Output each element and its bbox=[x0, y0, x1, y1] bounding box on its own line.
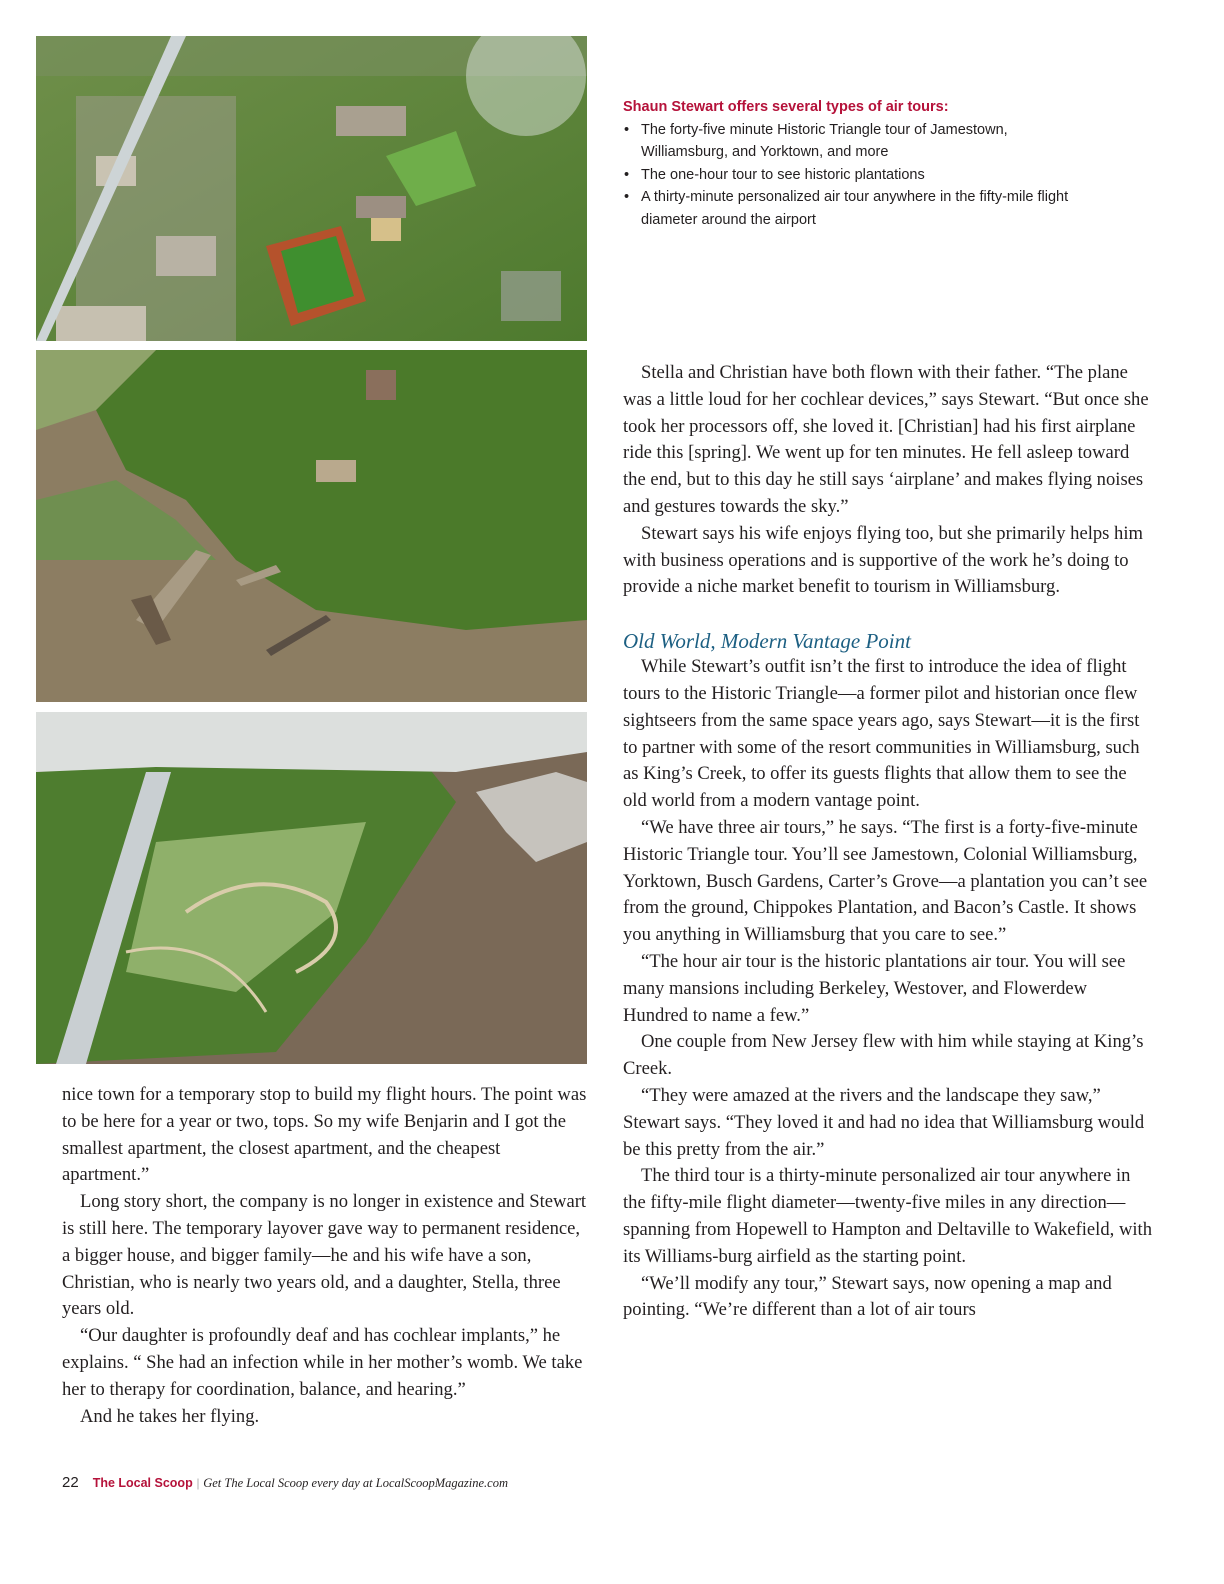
body-paragraph: “They were amazed at the rivers and the landscape they saw,” Stewart says. “They loved it and had no idea that Williamsburg would be this pretty from the air.” bbox=[623, 1084, 1145, 1160]
campus-aerial-image bbox=[36, 36, 587, 341]
sidebar-title: Shaun Stewart offers several types of air tours: bbox=[623, 99, 949, 115]
body-paragraph: While Stewart’s outfit isn’t the first to introduce the idea of flight tours to the Historic Triangle—a former pilot and historian once flew sightseers from the same space years ago, says Stewart—it is the first to partner with some of the resort communities in Williamsburg, such as King’s Creek, to offer its guests flights that allow them to see the old world from a modern vantage point. bbox=[623, 656, 1140, 812]
body-paragraph: “The hour air tour is the historic plantations air tour. You will see many mansions including Berkeley, Westover, and Flowerdew Hundred to name a few.” bbox=[623, 950, 1126, 1026]
page-number: 22 bbox=[62, 1474, 79, 1491]
body-paragraph: “We have three air tours,” he says. “The first is a forty-five-minute Historic Triangle tour. You’ll see Jamestown, Colonial Williamsburg, Yorktown, Busch Gardens, Carter’s Grove—a plantation you can’t see from the ground, Chippokes Plantation, and Bacon’s Castle. It shows you anything in Williamsburg that you care to see.” bbox=[623, 816, 1148, 946]
section-subhead: Old World, Modern Vantage Point bbox=[623, 629, 911, 654]
right-article-column bbox=[623, 360, 1153, 1324]
body-paragraph: And he takes her flying. bbox=[80, 1405, 260, 1427]
island-aerial-image bbox=[36, 712, 587, 1064]
body-paragraph: Stewart says his wife enjoys flying too, but she primarily helps him with business operations and is supportive of the work he’s doing to provide a niche market benefit to tourism in Williamsburg. bbox=[623, 522, 1143, 598]
body-paragraph: One couple from New Jersey flew with him while staying at King’s Creek. bbox=[623, 1031, 1144, 1080]
footer-separator: | bbox=[196, 1476, 200, 1490]
body-paragraph: Stella and Christian have both flown with their father. “The plane was a little loud for her cochlear devices,” says Stewart. “But once she took her processors off, she loved it. [Christian] had his first airplane ride this [spring]. We went up for ten minutes. He fell asleep toward the end, but to this day he still says ‘airplane’ and makes flying noises and gestures towards the sky.” bbox=[623, 362, 1149, 517]
body-paragraph: Long story short, the company is no longer in existence and Stewart is still here. The temporary layover gave way to permanent residence, a bigger house, and bigger family—he and his wife have a son, Christian, who is nearly two years old, and a daughter, Stella, three years old. bbox=[62, 1191, 587, 1320]
sidebar-list bbox=[623, 119, 1083, 232]
photo-island-aerial bbox=[36, 712, 587, 1064]
body-paragraph: “Our daughter is profoundly deaf and has cochlear implants,” he explains. “ She had an infection while in her mother’s womb. We take her to therapy for coordination, balance, and hearing.” bbox=[62, 1325, 583, 1400]
body-paragraph: The third tour is a thirty-minute personalized air tour anywhere in the fifty-mile flight diameter—twenty-five miles in any direction—spanning from Hopewell to Hampton and Deltaville to Wakefield, with its Williams-burg airfield as the starting point. bbox=[623, 1165, 1152, 1267]
body-paragraph: “We’ll modify any tour,” Stewart says, now opening a map and pointing. “We’re different than a lot of air tours bbox=[623, 1272, 1112, 1321]
photo-riverfront-aerial bbox=[36, 350, 587, 702]
sidebar-list-item: • A thirty-minute personalized air tour anywhere in the fifty-mile flight diameter around the airport bbox=[623, 186, 1083, 231]
left-article-column bbox=[62, 1082, 592, 1430]
air-tours-sidebar bbox=[623, 96, 1083, 231]
magazine-name: The Local Scoop bbox=[92, 1476, 193, 1490]
page-footer bbox=[62, 1474, 508, 1494]
riverfront-aerial-image bbox=[36, 350, 587, 702]
body-paragraph: nice town for a temporary stop to build my flight hours. The point was to be here for a year or two, tops. So my wife Benjarin and I got the smallest apartment, the closest apartment, and the cheapest apartment.” bbox=[62, 1084, 587, 1186]
sidebar-list-item: • The forty-five minute Historic Triangle tour of Jamestown, Williamsburg, and Yorktown, and more bbox=[623, 119, 1083, 164]
sidebar-list-item: • The one-hour tour to see historic plantations bbox=[623, 164, 1083, 187]
footer-tagline: Get The Local Scoop every day at LocalScoopMagazine.com bbox=[203, 1476, 509, 1490]
photo-campus-aerial bbox=[36, 36, 587, 341]
